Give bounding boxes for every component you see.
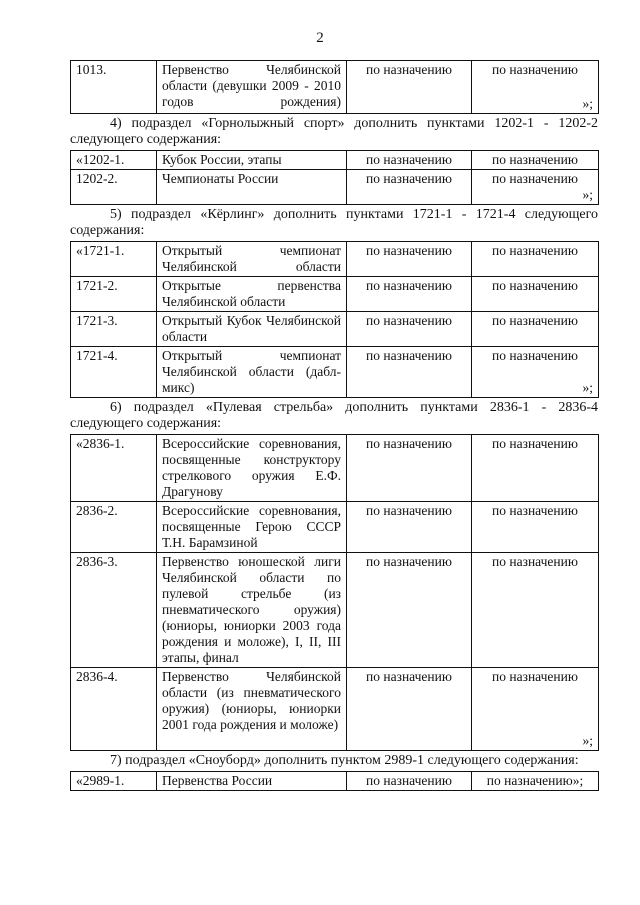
table-snowboard <box>70 771 599 791</box>
item-number: «2989-1. <box>71 772 157 791</box>
item-value-2-text: по назначению <box>492 669 578 684</box>
item-value-1: по назначению <box>347 151 472 170</box>
item-value-1: по назначению <box>347 435 472 502</box>
item-number: 1013. <box>71 61 157 114</box>
item-value-2-text: по назначению <box>492 171 578 186</box>
table-alpine-skiing <box>70 150 599 205</box>
item-name: Всероссийские соревнования, посвященные конструктору стрелкового оружия Е.Ф. Драгунову <box>157 435 347 502</box>
item-value-2 <box>472 61 599 114</box>
page-number: 2 <box>316 30 324 46</box>
item-number: 1721-3. <box>71 312 157 347</box>
item-number: 1202-2. <box>71 170 157 205</box>
item-number: 1721-4. <box>71 347 157 398</box>
table-row <box>71 347 599 398</box>
item-value-1: по назначению <box>347 553 472 668</box>
item-name: Первенство Челябинской области (из пневматического оружия) (юниоры, юниорки 2001 года рождения и моложе) <box>157 668 347 751</box>
item-value-2 <box>472 347 599 398</box>
item-value-2: по назначению <box>472 242 599 277</box>
item-value-1: по назначению <box>347 242 472 277</box>
item-value-1: по назначению <box>347 502 472 553</box>
item-value-2-text: по назначению <box>492 348 578 363</box>
item-value-2: по назначению <box>472 502 599 553</box>
item-name: Всероссийские соревнования, посвященные Герою СССР Т.Н. Барамзиной <box>157 502 347 553</box>
item-number: «1721-1. <box>71 242 157 277</box>
item-name: Кубок России, этапы <box>157 151 347 170</box>
table-row <box>71 61 599 114</box>
table-row <box>71 668 599 751</box>
item-value-2: по назначению <box>472 312 599 347</box>
item-value-2 <box>472 668 599 751</box>
table-row <box>71 502 599 553</box>
item-number: 2836-2. <box>71 502 157 553</box>
item-number: 1721-2. <box>71 277 157 312</box>
item-value-1: по назначению <box>347 61 472 114</box>
item-name: Чемпионаты России <box>157 170 347 205</box>
item-value-2: по назначению <box>472 277 599 312</box>
item-value-1: по назначению <box>347 772 472 791</box>
table-row <box>71 170 599 205</box>
item-value-1: по назначению <box>347 347 472 398</box>
item-number: «2836-1. <box>71 435 157 502</box>
item-name: Открытый чемпионат Челябинской области <box>157 242 347 277</box>
table-row <box>71 435 599 502</box>
item-value-1: по назначению <box>347 668 472 751</box>
item-value-2-text: по назначению <box>492 62 578 77</box>
item-value-2 <box>472 170 599 205</box>
table-row <box>71 277 599 312</box>
table-row <box>71 151 599 170</box>
item-value-2: по назначению <box>472 151 599 170</box>
item-value-1: по назначению <box>347 170 472 205</box>
item-value-1: по назначению <box>347 277 472 312</box>
paragraph-snowboard: 7) подраздел «Сноуборд» дополнить пунктом 2989-1 следующего содержания: <box>110 753 579 768</box>
item-number: 2836-4. <box>71 668 157 751</box>
item-value-2: по назначению <box>472 553 599 668</box>
item-name: Открытый Кубок Челябинской области <box>157 312 347 347</box>
item-name: Первенство Челябинской области (девушки 2009 - 2010 годов рождения) <box>157 61 347 114</box>
table-shooting <box>70 434 599 751</box>
table-row <box>71 312 599 347</box>
table-curling <box>70 241 599 398</box>
document-body <box>70 60 598 791</box>
item-name: Первенство юношеской лиги Челябинской области по пулевой стрельбе (из пневматического оружия) (юниоры, юниорки 2003 года рождения и моложе), I, II, III этапы, финал <box>157 553 347 668</box>
closing-quote: »; <box>582 96 593 111</box>
item-number: 2836-3. <box>71 553 157 668</box>
table-football-1013 <box>70 60 599 114</box>
item-value-2: по назначению <box>472 435 599 502</box>
item-name: Первенства России <box>157 772 347 791</box>
closing-quote: »; <box>582 380 593 395</box>
item-name: Открытые первенства Челябинской области <box>157 277 347 312</box>
closing-quote: »; <box>582 733 593 748</box>
closing-quote: »; <box>582 187 593 202</box>
table-row <box>71 242 599 277</box>
item-name: Открытый чемпионат Челябинской области (дабл-микс) <box>157 347 347 398</box>
item-number: «1202-1. <box>71 151 157 170</box>
item-value-2: по назначению»; <box>472 772 599 791</box>
item-value-1: по назначению <box>347 312 472 347</box>
paragraph-shooting: 6) подраздел «Пулевая стрельба» дополнить пунктами 2836-1 - 2836-4 следующего содержания: <box>70 400 598 431</box>
paragraph-curling: 5) подраздел «Кёрлинг» дополнить пунктами 1721-1 - 1721-4 следующего содержания: <box>70 207 598 238</box>
table-row <box>71 553 599 668</box>
paragraph-alpine-skiing: 4) подраздел «Горнолыжный спорт» дополнить пунктами 1202-1 - 1202-2 следующего содержания: <box>70 116 598 147</box>
table-row <box>71 772 599 791</box>
